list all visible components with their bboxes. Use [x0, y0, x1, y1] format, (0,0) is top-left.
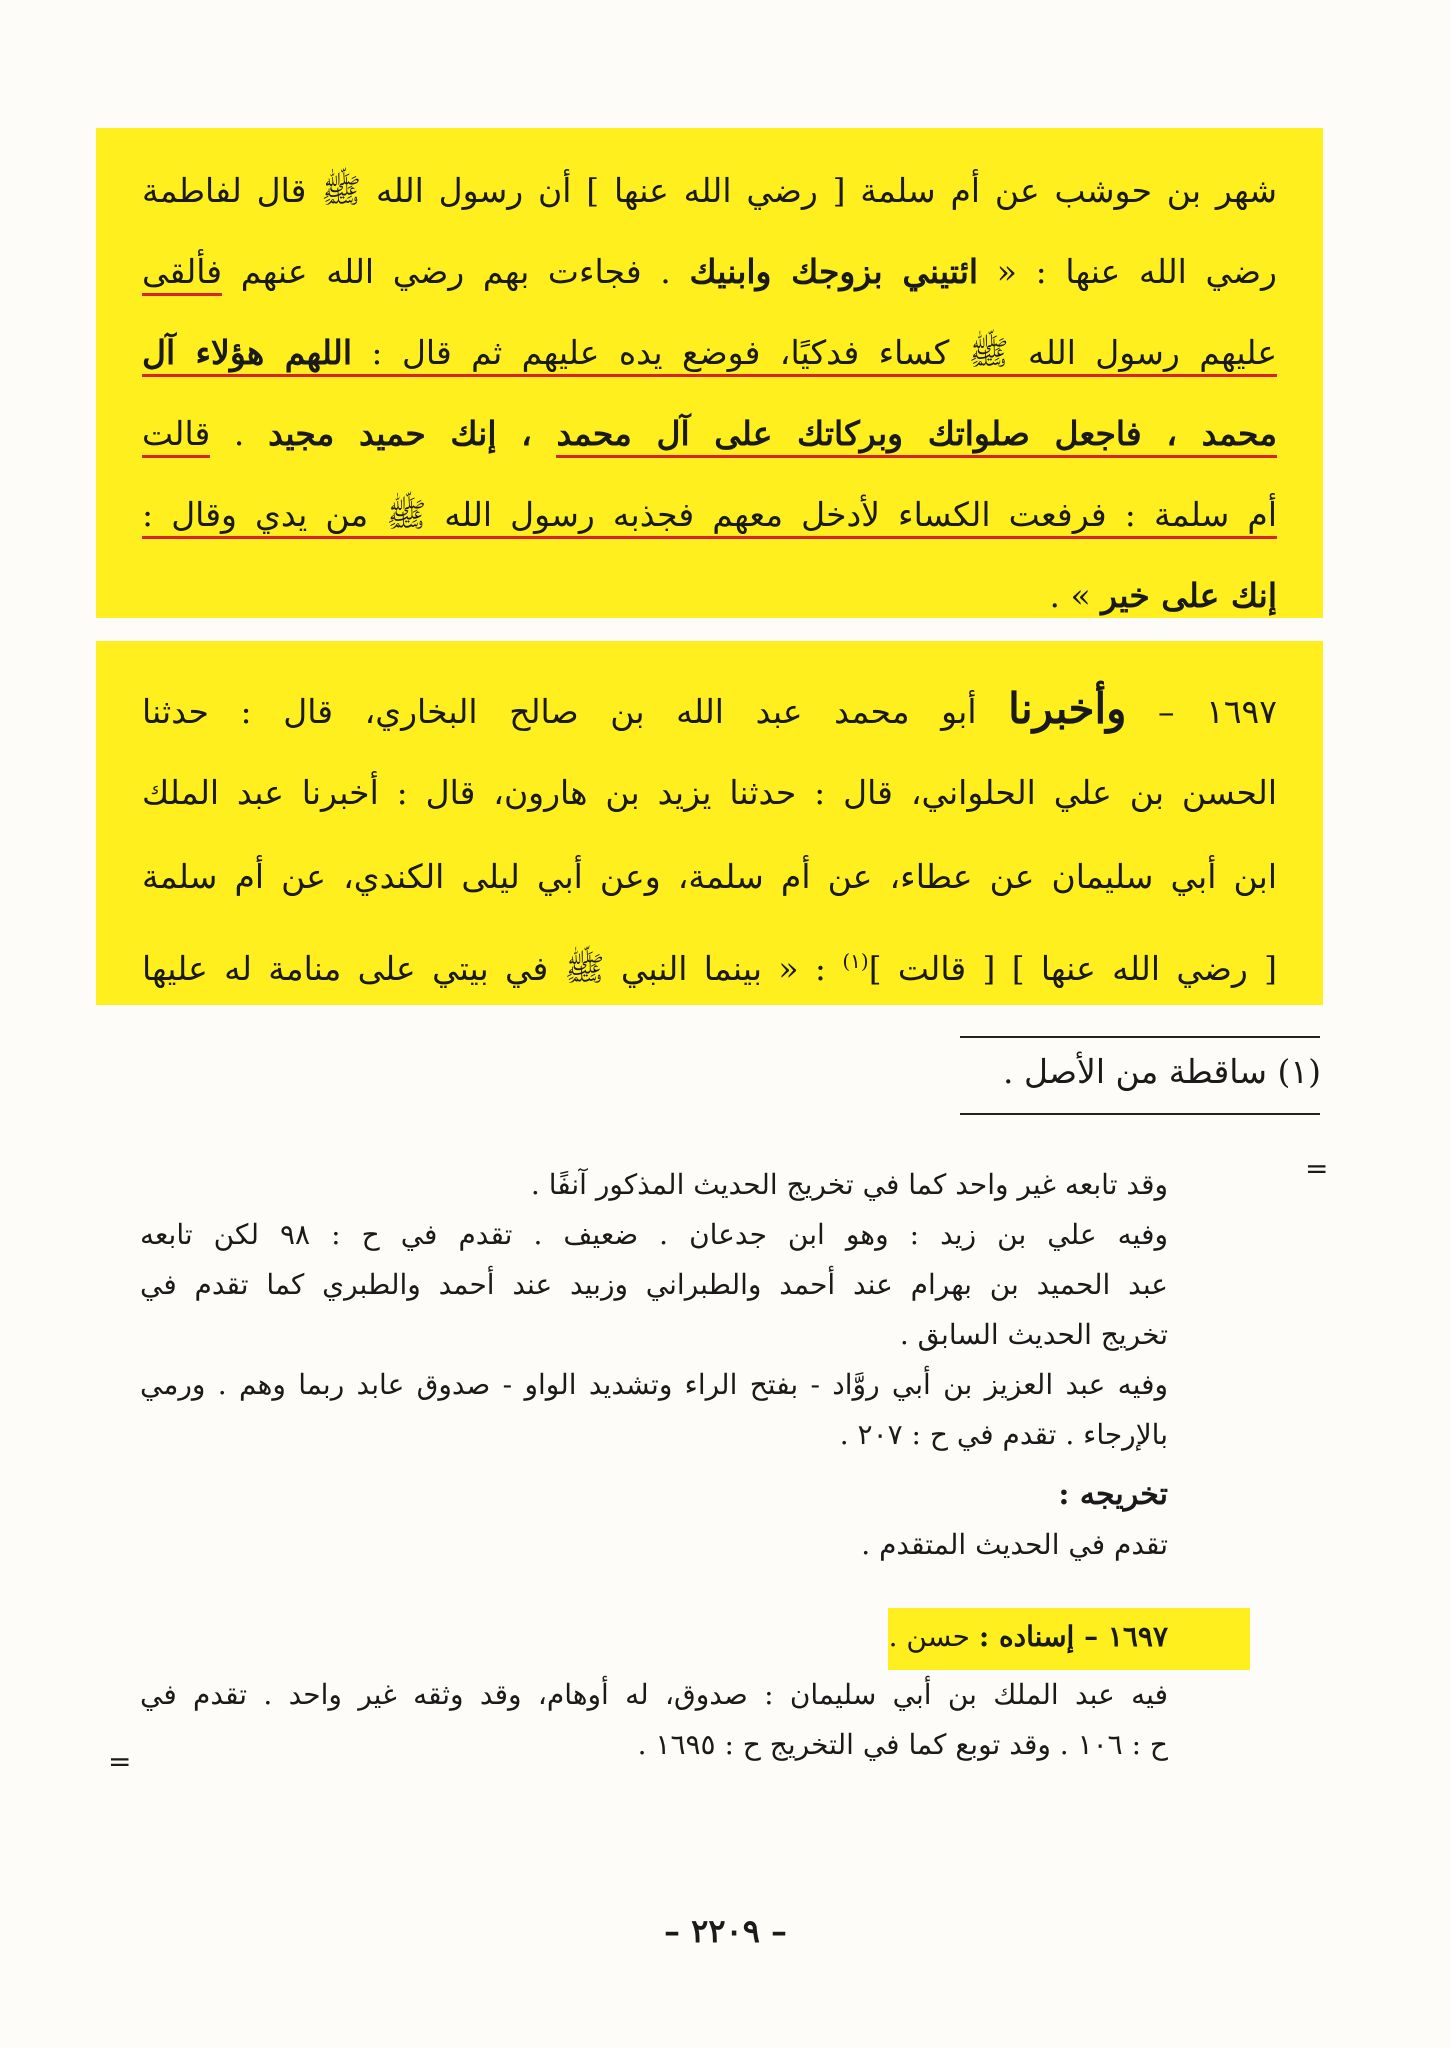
continuation-mark: = — [108, 1745, 132, 1778]
text-span: : « بينما النبي ﷺ في بيتي على منامة له عليها — [142, 949, 843, 988]
text-span: شهر بن حوشب عن أم سلمة [ رضي الله عنها ] أن رسول الله ﷺ قال لفاطمة — [142, 171, 1277, 210]
page-number: – ٢٢٠٩ – — [663, 1912, 788, 1950]
underlined-text: عليهم رسول الله ﷺ كساء فدكيًا، فوضع يده عليهم ثم قال : — [352, 333, 1277, 377]
text-line — [142, 393, 1277, 474]
commentary-line: عبد الحميد بن بهرام عند أحمد والطبراني وزبيد عند أحمد والطبري كما تقدم في — [140, 1268, 1168, 1301]
text-line — [142, 474, 1277, 555]
section-heading: تخريجه : — [1058, 1477, 1168, 1512]
hadith-number: ١٦٩٧ – — [1126, 692, 1277, 731]
text-span: أبو محمد عبد الله بن صالح البخاري، قال : حدثنا — [142, 692, 1009, 731]
text-line — [142, 919, 1277, 1003]
commentary-line: بالإرجاء . تقدم في ح : ٢٠٧ . — [839, 1418, 1168, 1451]
highlighted-hadith-block-2 — [96, 641, 1323, 1005]
footnote: (١) ساقطة من الأصل . — [1003, 1052, 1321, 1091]
text-line — [142, 150, 1277, 231]
text-span: ابن أبي سليمان عن عطاء، عن أم سلمة، وعن أبي ليلى الكندي، عن أم سلمة — [142, 857, 1277, 896]
text-line — [142, 835, 1277, 919]
isnad-grade: حسن . — [888, 1620, 979, 1653]
commentary-line: وفيه عبد العزيز بن أبي روَّاد - بفتح الراء وتشديد الواو - صدوق عابد ربما وهم . ورمي — [140, 1368, 1168, 1401]
text-line — [142, 231, 1277, 312]
takhrij-block — [140, 1470, 1168, 1570]
underlined-text: قالت — [142, 414, 210, 458]
isnad-block — [140, 1612, 1168, 1770]
bold-quote: ائتيني بزوجك وابنيك — [689, 252, 979, 291]
underlined-text: أم سلمة : فرفعت الكساء لأدخل معهم فجذبه رسول الله ﷺ من يدي وقال : — [142, 495, 1277, 539]
text-span: . فجاءت بهم رضي الله عنهم — [222, 252, 690, 291]
commentary-line: ح : ١٠٦ . وقد توبع كما في التخريج ح : ١٦٩٥ . — [637, 1728, 1168, 1761]
footnote-marker: (١) — [842, 949, 869, 973]
bold-underlined-quote: محمد ، فاجعل صلواتك وبركاتك على آل محمد — [556, 414, 1277, 458]
text-line — [142, 312, 1277, 393]
text-span: الحسن بن علي الحلواني، قال : حدثنا يزيد بن هارون، قال : أخبرنا عبد الملك — [142, 773, 1277, 812]
commentary-line: تخريج الحديث السابق . — [899, 1318, 1168, 1351]
underlined-text: فألقى — [142, 252, 222, 296]
commentary-line: تقدم في الحديث المتقدم . — [861, 1528, 1168, 1561]
bold-lead-word: وأخبرنا — [1008, 684, 1127, 733]
footnote-rule-bottom — [960, 1113, 1320, 1115]
footnote-rule — [960, 1036, 1320, 1038]
isnad-label: ١٦٩٧ – إسناده : — [978, 1620, 1168, 1653]
bold-quote: ، إنك حميد مجيد — [268, 414, 557, 453]
continuation-mark: = — [1305, 1152, 1329, 1185]
commentary-line: فيه عبد الملك بن أبي سليمان : صدوق، له أوهام، وقد وثقه غير واحد . تقدم في — [140, 1678, 1168, 1711]
text-line — [142, 667, 1277, 751]
text-line — [142, 555, 1277, 636]
commentary-block — [140, 1160, 1168, 1460]
text-span: رضي الله عنها : « — [978, 252, 1277, 291]
bold-underlined-quote: اللهم هؤلاء آل — [142, 333, 352, 377]
text-span: [ رضي الله عنها ] [ قالت ] — [868, 949, 1277, 988]
highlighted-hadith-block-1 — [96, 128, 1323, 618]
text-line — [142, 751, 1277, 835]
commentary-line — [140, 1612, 1168, 1662]
commentary-line: وقد تابعه غير واحد كما في تخريج الحديث المذكور آنفًا . — [530, 1168, 1168, 1201]
text-span: . — [210, 414, 269, 453]
text-span: » . — [1049, 576, 1102, 615]
bold-quote: إنك على خير — [1101, 576, 1277, 615]
commentary-line: وفيه علي بن زيد : وهو ابن جدعان . ضعيف . تقدم في ح : ٩٨ لكن تابعه — [140, 1218, 1168, 1251]
